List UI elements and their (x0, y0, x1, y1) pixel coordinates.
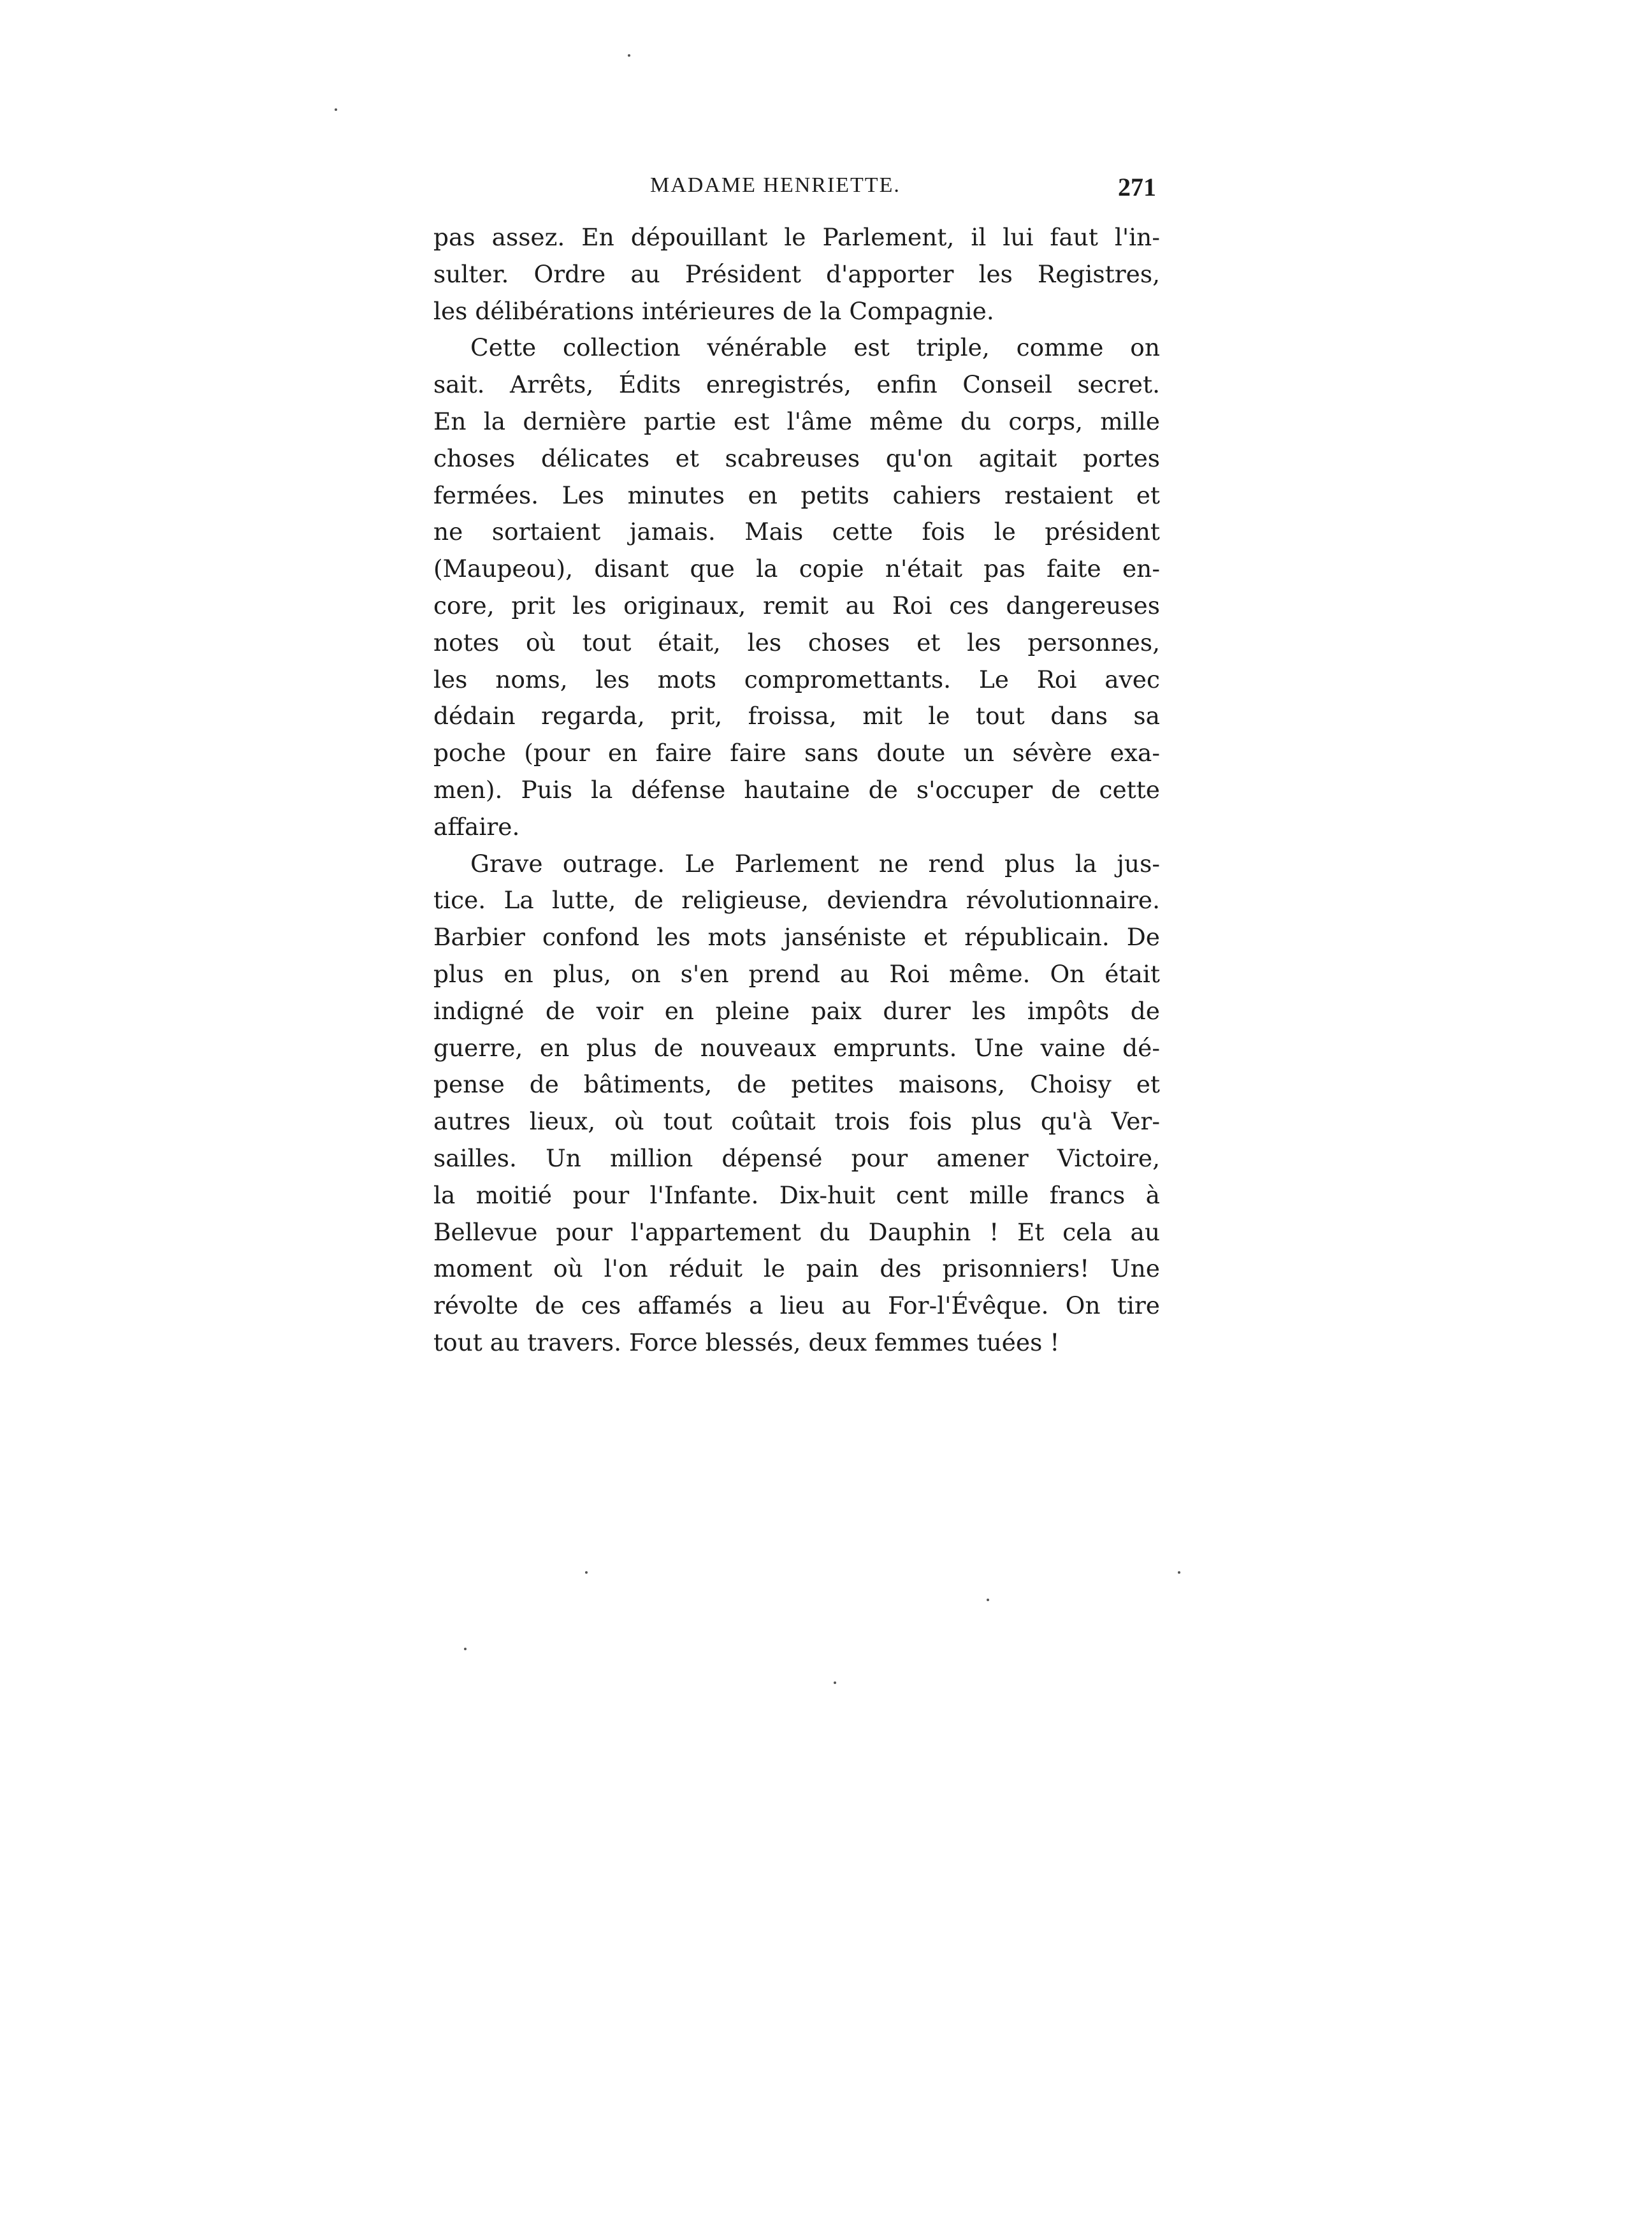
text-line: les délibérations intérieures de la Compagnie. (433, 296, 994, 325)
dust-speck (464, 1648, 467, 1650)
text-line: guerre, en plus de nouveaux emprunts. Une vaine dé- (433, 1033, 1160, 1062)
dust-speck (987, 1599, 989, 1601)
text-line: pense de bâtiments, de petites maisons, Choisy et (433, 1070, 1160, 1099)
paragraph-1 (433, 219, 1160, 330)
text-line: choses délicates et scabreuses qu'on agitait portes (433, 444, 1160, 472)
text-line: la moitié pour l'Infante. Dix-huit cent mille francs à (433, 1180, 1160, 1209)
dust-speck (628, 54, 630, 57)
dust-speck (1178, 1571, 1180, 1574)
paragraph-2 (433, 330, 1160, 845)
page-header (440, 173, 1156, 212)
text-line: (Maupeou), disant que la copie n'était pas faite en- (433, 555, 1160, 583)
text-line: sulter. Ordre au Président d'apporter les Registres, (433, 259, 1160, 288)
text-line: core, prit les originaux, remit au Roi ces dangereuses (433, 591, 1160, 620)
dust-speck (585, 1571, 588, 1574)
text-line: plus en plus, on s'en prend au Roi même. On était (433, 959, 1160, 988)
text-line: affaire. (433, 812, 520, 841)
body-text (433, 219, 1160, 1361)
text-line: moment où l'on réduit le pain des prisonniers! Une (433, 1254, 1160, 1283)
text-line: révolte de ces affamés a lieu au For-l'Évêque. On tire (433, 1291, 1160, 1320)
text-line: sait. Arrêts, Édits enregistrés, enfin Conseil secret. (433, 370, 1160, 399)
text-line: Grave outrage. Le Parlement ne rend plus la jus- (470, 849, 1160, 878)
text-line: Cette collection vénérable est triple, comme on (470, 333, 1160, 362)
text-line: poche (pour en faire faire sans doute un sévère exa- (433, 739, 1160, 767)
text-line: indigné de voir en pleine paix durer les impôts de (433, 996, 1160, 1025)
dust-speck (335, 108, 337, 111)
dust-speck (834, 1681, 836, 1684)
text-line: men). Puis la défense hautaine de s'occuper de cette (433, 775, 1160, 804)
text-line: les noms, les mots compromettants. Le Roi avec (433, 665, 1160, 693)
text-line: tice. La lutte, de religieuse, deviendra révolutionnaire. (433, 886, 1160, 915)
paragraph-3 (433, 846, 1160, 1361)
text-line: notes où tout était, les choses et les personnes, (433, 628, 1160, 657)
text-line: sailles. Un million dépensé pour amener Victoire, (433, 1143, 1160, 1172)
text-line: fermées. Les minutes en petits cahiers restaient et (433, 481, 1160, 509)
page-number: 271 (1118, 173, 1156, 201)
text-line: En la dernière partie est l'âme même du corps, mille (433, 407, 1160, 435)
text-line: dédain regarda, prit, froissa, mit le tout dans sa (433, 702, 1160, 730)
text-line: Bellevue pour l'appartement du Dauphin ! Et cela au (433, 1217, 1160, 1246)
text-line: ne sortaient jamais. Mais cette fois le président (433, 518, 1160, 546)
text-line: autres lieux, où tout coûtait trois fois plus qu'à Ver- (433, 1107, 1160, 1136)
running-head: MADAME HENRIETTE. (650, 173, 901, 197)
text-line: Barbier confond les mots janséniste et républicain. De (433, 923, 1160, 952)
text-line: pas assez. En dépouillant le Parlement, il lui faut l'in- (433, 223, 1160, 251)
text-line: tout au travers. Force blessés, deux femmes tuées ! (433, 1328, 1060, 1356)
